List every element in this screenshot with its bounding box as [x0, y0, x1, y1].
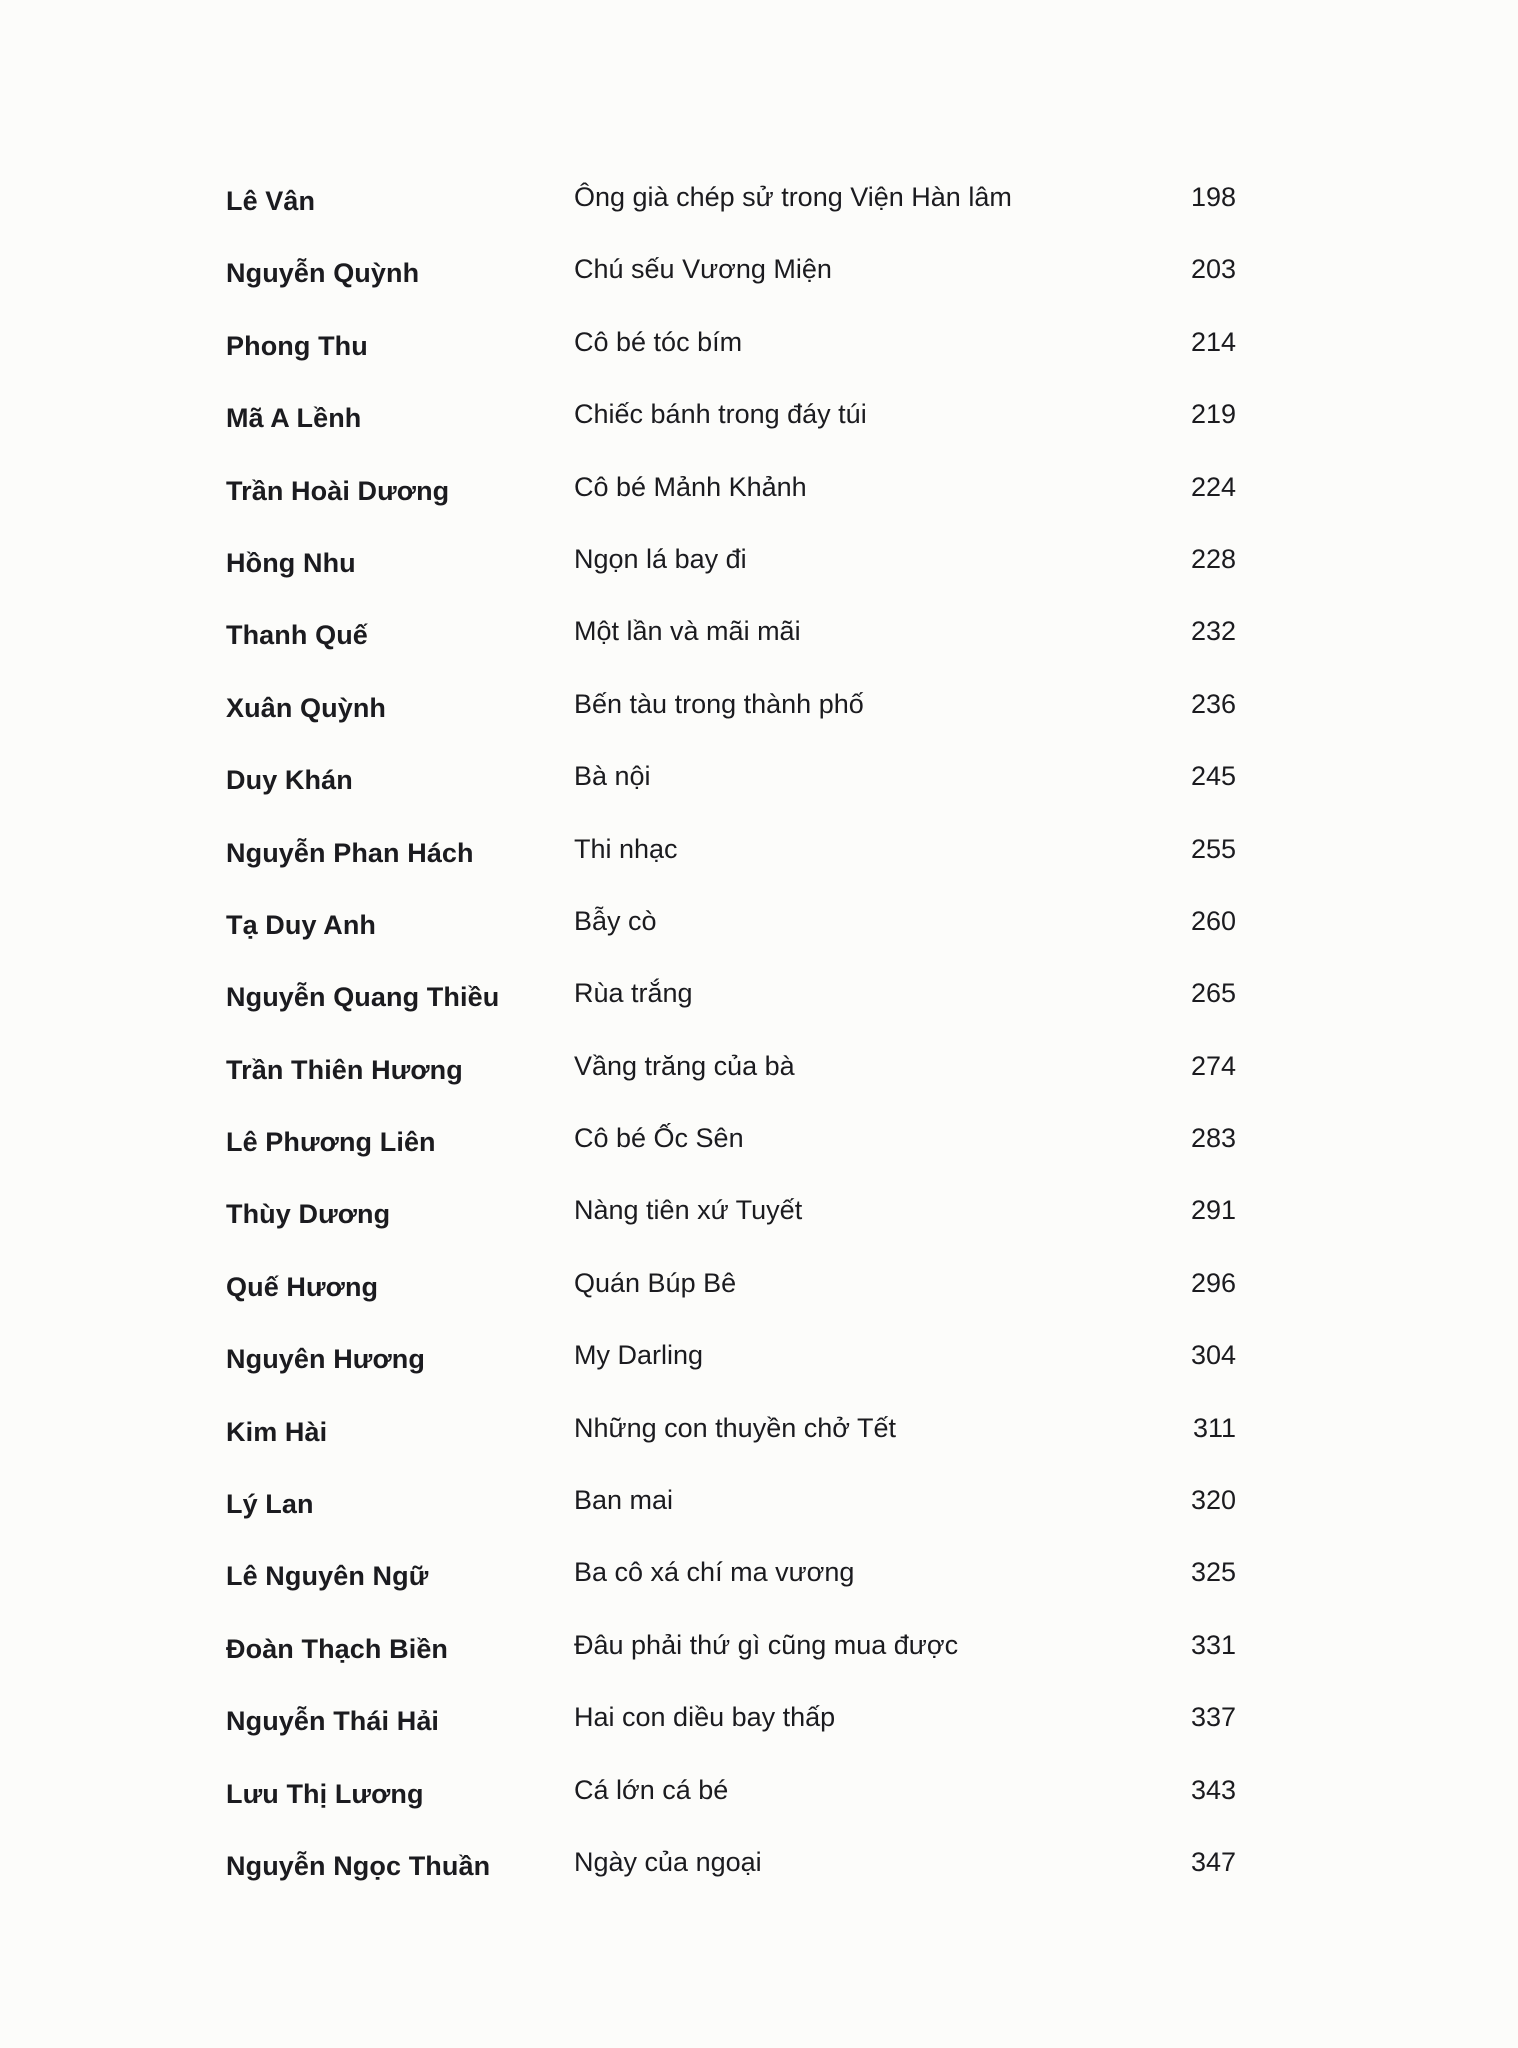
toc-story-title: Rùa trắng [574, 978, 693, 1009]
toc-entry [226, 1835, 1236, 1907]
toc-entry [226, 749, 1236, 821]
toc-page-number: 265 [1190, 978, 1236, 1009]
toc-story-title: Cô bé tóc bím [574, 326, 743, 357]
toc-entry [226, 315, 1236, 387]
toc-story-title: Cô bé Ốc Sên [574, 1123, 744, 1154]
toc-entry [226, 170, 1236, 242]
toc-entry [226, 387, 1236, 459]
toc-author: Nguyễn Ngọc Thuần [226, 1850, 491, 1881]
toc-story-title: Hai con diều bay thấp [574, 1702, 836, 1733]
toc-author: Thùy Dương [226, 1199, 391, 1230]
toc-story-title: Bến tàu trong thành phố [574, 688, 864, 719]
toc-page-number: 337 [1190, 1702, 1236, 1733]
toc-entry [226, 1545, 1236, 1617]
toc-page-number: 260 [1190, 905, 1236, 936]
toc-story-title: Thi nhạc [574, 833, 678, 864]
toc-author: Thanh Quế [226, 620, 368, 651]
toc-page-number: 228 [1190, 543, 1236, 574]
toc-page-number: 347 [1190, 1846, 1236, 1877]
toc-page-number: 343 [1190, 1774, 1236, 1805]
toc-story-title: Nàng tiên xứ Tuyết [574, 1195, 803, 1226]
toc-author: Lê Vân [226, 186, 316, 216]
toc-page-number: 274 [1190, 1050, 1236, 1081]
toc-author: Hồng Nhu [226, 547, 356, 578]
toc-entry [226, 677, 1236, 749]
toc-page-number: 296 [1190, 1267, 1236, 1298]
toc-story-title: Những con thuyền chở Tết [574, 1412, 896, 1443]
toc-author: Lý Lan [226, 1489, 314, 1520]
toc-entry [226, 966, 1236, 1038]
toc-author: Duy Khán [226, 765, 353, 796]
toc-story-title: Đâu phải thứ gì cũng mua được [574, 1629, 959, 1660]
toc-entry [226, 894, 1236, 966]
toc-page-number: 203 [1190, 254, 1236, 285]
toc-page-number: 304 [1190, 1340, 1236, 1371]
toc-story-title: Quán Búp Bê [574, 1267, 737, 1298]
toc-page-number: 320 [1190, 1485, 1236, 1516]
toc-story-title: Cô bé Mảnh Khảnh [574, 471, 807, 502]
toc-entry [226, 604, 1236, 676]
toc-entry [226, 1111, 1236, 1183]
table-of-contents [226, 170, 1236, 1907]
toc-story-title: Bà nội [574, 761, 651, 792]
toc-author: Nguyễn Thái Hải [226, 1706, 440, 1737]
toc-entry [226, 532, 1236, 604]
toc-entry [226, 242, 1236, 314]
toc-story-title: Ngọn lá bay đi [574, 543, 747, 574]
toc-page-number: 236 [1190, 688, 1236, 719]
toc-author: Trần Hoài Dương [226, 475, 450, 506]
toc-author: Lê Nguyên Ngữ [226, 1561, 429, 1592]
toc-page-number: 325 [1190, 1557, 1236, 1588]
toc-entry [226, 460, 1236, 532]
toc-author: Tạ Duy Anh [226, 909, 377, 940]
toc-page-number: 283 [1190, 1123, 1236, 1154]
toc-page-number: 219 [1190, 399, 1236, 430]
toc-author: Mã A Lềnh [226, 403, 362, 434]
toc-entry [226, 1256, 1236, 1328]
toc-author: Lê Phương Liên [226, 1127, 436, 1158]
toc-page-number: 245 [1190, 761, 1236, 792]
toc-page-number: 224 [1190, 471, 1236, 502]
toc-entry [226, 1690, 1236, 1762]
toc-page-number: 232 [1190, 616, 1236, 647]
toc-story-title: Ngày của ngoại [574, 1846, 762, 1877]
toc-page-number: 291 [1190, 1195, 1236, 1226]
toc-author: Xuân Quỳnh [226, 692, 387, 723]
toc-author: Kim Hài [226, 1416, 328, 1447]
toc-entry [226, 1473, 1236, 1545]
toc-author: Nguyễn Quang Thiều [226, 982, 500, 1013]
toc-author: Nguyễn Phan Hách [226, 837, 474, 868]
toc-entry [226, 1183, 1236, 1255]
toc-entry [226, 822, 1236, 894]
toc-author: Nguyên Hương [226, 1344, 425, 1375]
toc-story-title: Một lần và mãi mãi [574, 616, 801, 647]
toc-story-title: Cá lớn cá bé [574, 1774, 729, 1805]
toc-author: Phong Thu [226, 330, 368, 361]
toc-author: Lưu Thị Lương [226, 1778, 424, 1809]
toc-page-number: 214 [1190, 326, 1236, 357]
toc-page-number: 255 [1190, 833, 1236, 864]
toc-entry [226, 1039, 1236, 1111]
toc-page-number: 311 [1192, 1412, 1236, 1443]
toc-story-title: Vầng trăng của bà [574, 1050, 795, 1081]
toc-page-number: 198 [1190, 182, 1236, 212]
toc-author: Đoàn Thạch Biền [226, 1633, 449, 1664]
toc-story-title: Ban mai [574, 1485, 674, 1516]
toc-author: Nguyễn Quỳnh [226, 258, 420, 289]
toc-story-title: Chú sếu Vương Miện [574, 254, 832, 285]
toc-entry [226, 1328, 1236, 1400]
toc-author: Trần Thiên Hương [226, 1054, 463, 1085]
toc-story-title: Bẫy cò [574, 905, 657, 936]
toc-entry [226, 1401, 1236, 1473]
toc-story-title: Chiếc bánh trong đáy túi [574, 399, 867, 430]
toc-author: Quế Hương [226, 1271, 379, 1302]
toc-story-title: Ông già chép sử trong Viện Hàn lâm [574, 182, 1012, 212]
toc-story-title: Ba cô xá chí ma vương [574, 1557, 855, 1588]
toc-page-number: 331 [1190, 1629, 1236, 1660]
toc-entry [226, 1618, 1236, 1690]
toc-entry [226, 1763, 1236, 1835]
toc-story-title: My Darling [574, 1340, 704, 1371]
